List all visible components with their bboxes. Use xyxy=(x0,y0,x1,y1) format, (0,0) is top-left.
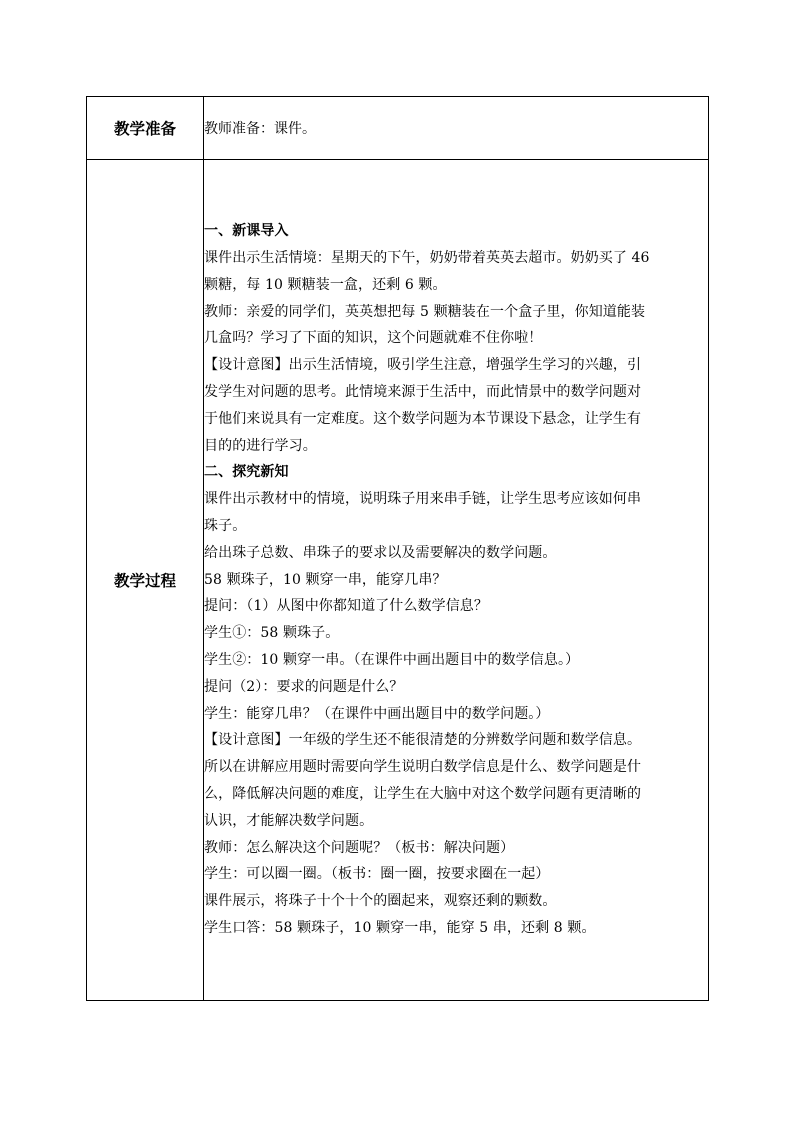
text-line: 学生：可以圈一圈。（板书：圈一圈，按要求圈在一起） xyxy=(204,866,550,883)
text-line: 【设计意图】出示生活情境，吸引学生注意，增强学生学习的兴趣，引 xyxy=(204,357,642,374)
prep-content: 教师准备：课件。 xyxy=(204,97,709,160)
text-line: 所以在讲解应用题时需要向学生说明白数学信息是什么、数学问题是什 xyxy=(204,759,642,776)
text-line: 发学生对问题的思考。此情境来源于生活中，而此情景中的数学问题对 xyxy=(204,384,642,401)
text-line: 教师：怎么解决这个问题呢？（板书：解决问题） xyxy=(204,839,515,856)
text-line: 58 颗珠子，10 颗穿一串，能穿几串？ xyxy=(204,571,447,588)
text-line: 提问（2）：要求的问题是什么？ xyxy=(204,678,404,695)
text-line: 认识，才能解决数学问题。 xyxy=(204,812,374,829)
text-line: 课件展示，将珠子十个十个的圈起来，观察还剩的颗数。 xyxy=(204,893,557,910)
text-line: 学生口答：58 颗珠子，10 颗穿一串，能穿 5 串，还剩 8 颗。 xyxy=(204,919,596,936)
text-line: 么，降低解决问题的难度，让学生在大脑中对这个数学问题有更清晰的 xyxy=(204,785,642,802)
prep-label: 教学准备 xyxy=(87,97,204,160)
section-heading: 一、新课导入 xyxy=(204,223,289,240)
process-content xyxy=(204,160,709,1001)
text-line: 颗糖，每 10 颗糖装一盒，还剩 6 颗。 xyxy=(204,276,447,293)
text-line: 学生①：58 颗珠子。 xyxy=(204,625,340,642)
text-line: 学生：能穿几串？（在课件中画出题目中的数学问题。） xyxy=(204,705,550,722)
text-line: 学生②：10 颗穿一串。（在课件中画出题目中的数学信息。） xyxy=(204,651,580,668)
prep-row xyxy=(87,97,709,160)
section-heading: 二、探究新知 xyxy=(204,464,289,481)
text-line: 珠子。 xyxy=(204,518,247,534)
process-label: 教学过程 xyxy=(87,160,204,1001)
text-line: 课件出示教材中的情境，说明珠子用来串手链，让学生思考应该如何串 xyxy=(204,491,642,508)
text-line: 几盒吗？学习了下面的知识，这个问题就难不住你啦！ xyxy=(204,330,543,347)
text-line: 【设计意图】一年级的学生还不能很清楚的分辨数学问题和数学信息。 xyxy=(204,732,642,749)
text-line: 教师：亲爱的同学们，英英想把每 5 颗糖装在一个盒子里，你知道能装 xyxy=(204,303,646,320)
lesson-plan-table xyxy=(86,96,709,1001)
text-line: 课件出示生活情境：星期天的下午，奶奶带着英英去超市。奶奶买了 46 xyxy=(204,250,650,267)
text-line: 于他们来说具有一定难度。这个数学问题为本节课设下悬念，让学生有 xyxy=(204,410,642,427)
text-line: 提问：（1）从图中你都知道了什么数学信息？ xyxy=(204,598,489,615)
process-row xyxy=(87,160,709,1001)
process-lines xyxy=(204,218,708,942)
text-line: 目的的进行学习。 xyxy=(204,437,317,454)
text-line: 给出珠子总数、串珠子的要求以及需要解决的数学问题。 xyxy=(204,544,557,561)
